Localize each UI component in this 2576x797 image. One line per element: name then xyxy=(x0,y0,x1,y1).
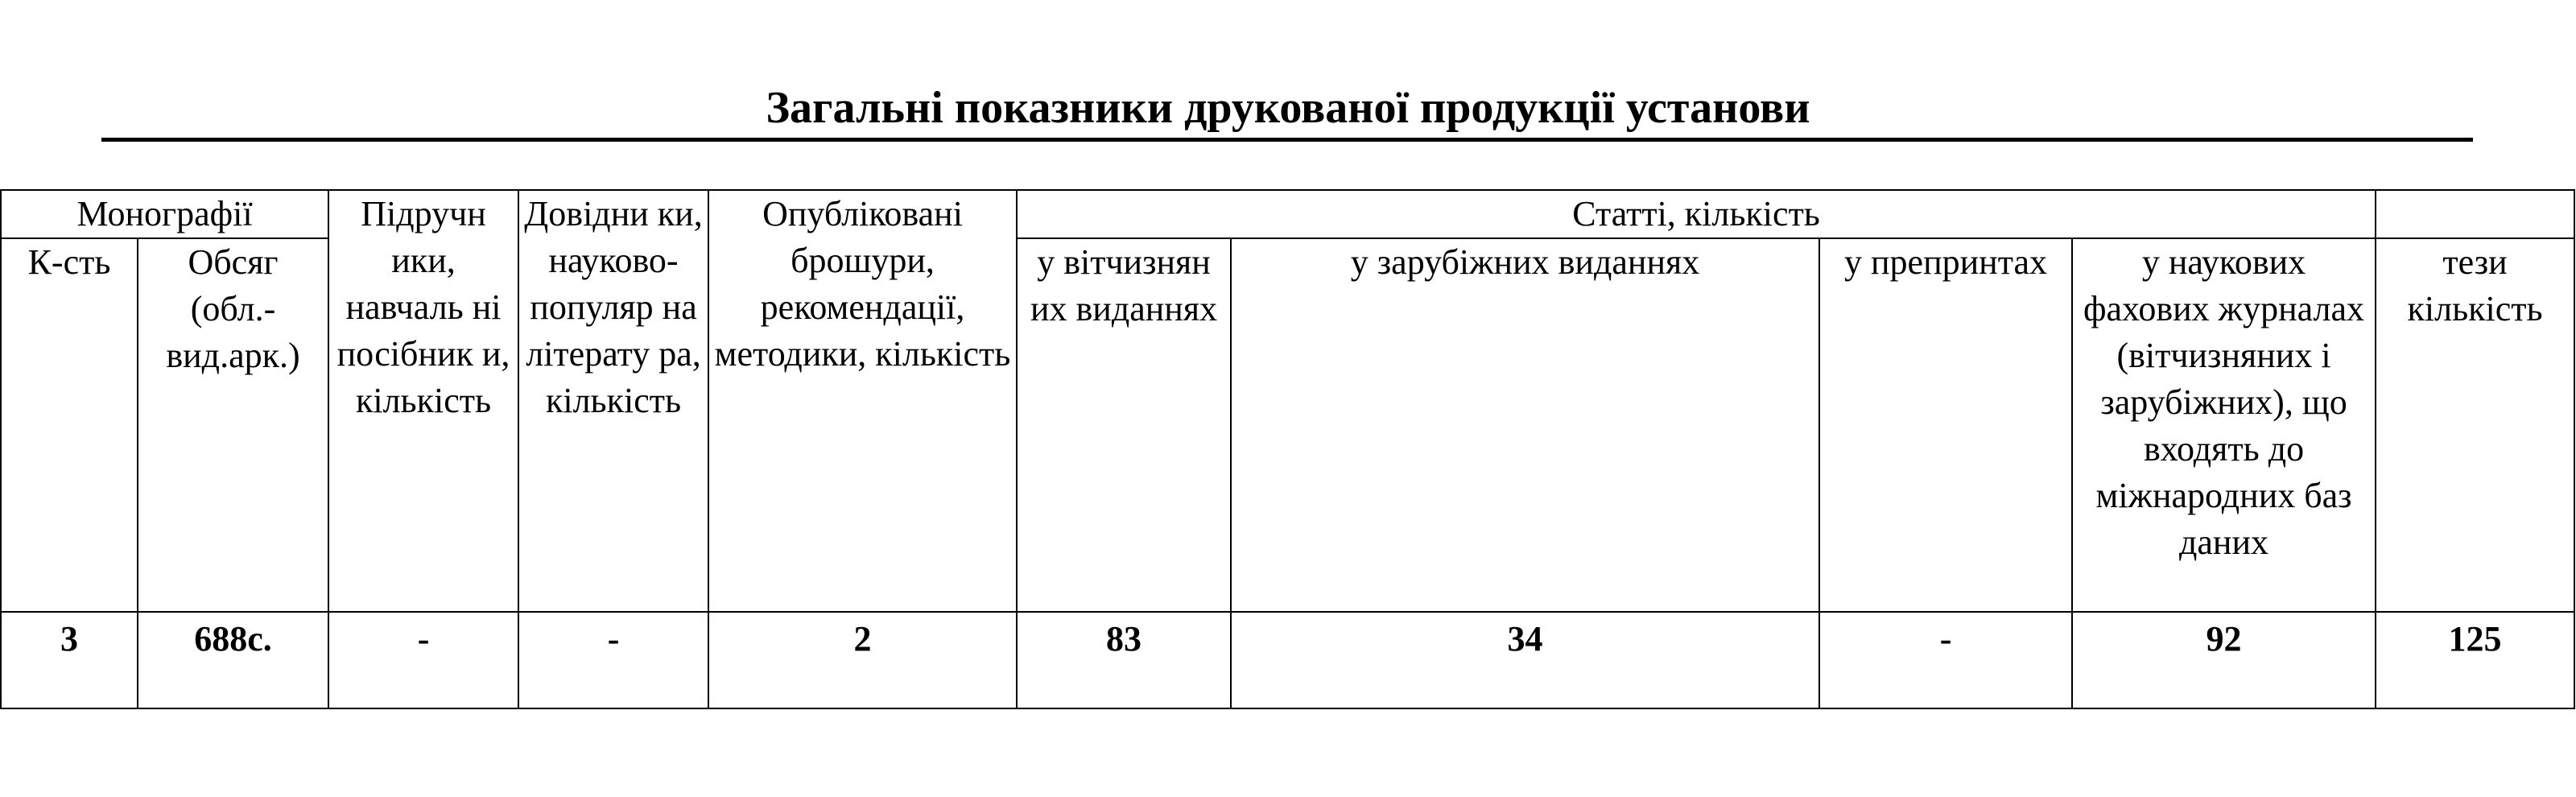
value-mono-volume: 688с. xyxy=(138,612,328,708)
value-reference: - xyxy=(518,612,708,708)
header-row-top xyxy=(1,190,2574,238)
header-theses-top xyxy=(2376,190,2574,238)
title-underline xyxy=(101,138,2473,142)
publications-table xyxy=(0,189,2575,709)
header-mono-volume: Обсяг (обл.-вид.арк.) xyxy=(138,238,328,612)
document-title: Загальні показники друкованої продукції установи xyxy=(766,83,1810,133)
value-articles-journals: 92 xyxy=(2072,612,2376,708)
header-textbooks: Підручн ики, навчаль ні посібник и, кількість xyxy=(328,190,518,612)
header-mono-count: К-сть xyxy=(1,238,138,612)
header-reference: Довідни ки, науково-популяр на літерату ра, кількість xyxy=(518,190,708,612)
header-theses: тези кількість xyxy=(2376,238,2574,612)
header-articles: Статті, кількість xyxy=(1017,190,2376,238)
header-articles-journals: у наукових фахових журналах (вітчизняних і зарубіжних), що входять до міжнародних баз даних xyxy=(2072,238,2376,612)
header-monographs: Монографії xyxy=(1,190,328,238)
value-articles-foreign: 34 xyxy=(1231,612,1819,708)
header-articles-preprints: у препринтах xyxy=(1819,238,2072,612)
header-articles-foreign: у зарубіжних виданнях xyxy=(1231,238,1819,612)
value-brochures: 2 xyxy=(708,612,1017,708)
value-articles-domestic: 83 xyxy=(1017,612,1231,708)
header-articles-domestic: у вітчизнян их виданнях xyxy=(1017,238,1231,612)
header-brochures: Опубліковані брошури, рекомендації, методики, кількість xyxy=(708,190,1017,612)
data-row xyxy=(1,612,2574,708)
value-theses: 125 xyxy=(2376,612,2574,708)
value-textbooks: - xyxy=(328,612,518,708)
value-articles-preprints: - xyxy=(1819,612,2072,708)
value-mono-count: 3 xyxy=(1,612,138,708)
